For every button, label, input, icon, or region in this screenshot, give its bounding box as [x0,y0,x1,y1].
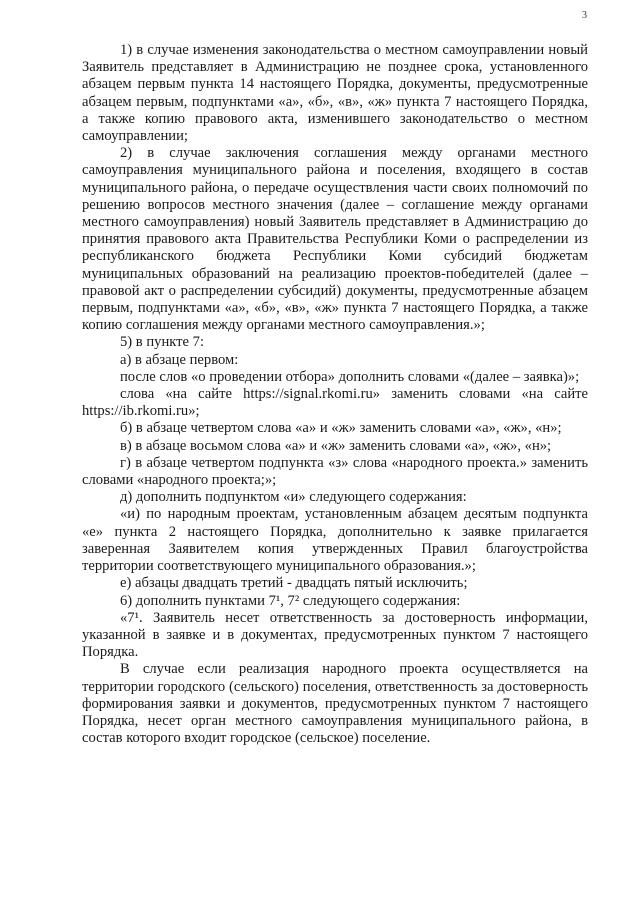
paragraph: г) в абзаце четвертом подпункта «з» слова «народного проекта.» заменить словами «народного проекта;»; [82,454,588,489]
paragraph: 5) в пункте 7: [120,334,205,351]
paragraph: В случае если реализация народного проекта осуществляется на территории городского (сельского) поселения, ответственность за достоверность формирования заявки и документов, предусмотренных пунктом 7 настоящего Порядка, несет орган местного самоуправления муниципального района, в состав которого входит городское (сельское) поселение. [82,661,588,747]
paragraph: слова «на сайте https://signal.rkomi.ru» заменить словами «на сайте https://ib.rkomi.ru»; [82,386,588,420]
paragraph: после слов «о проведении отбора» дополнить словами «(далее – заявка)»; [120,368,580,385]
paragraph: е) абзацы двадцать третий - двадцать пятый исключить; [120,575,468,592]
paragraph: 6) дополнить пунктами 7¹, 7² следующего содержания: [120,592,461,609]
paragraph: 2) в случае заключения соглашения между органами местного самоуправления муниципального района и поселения, входящего в состав муниципального района, о передаче осуществления части своих полномочий по решению вопросов местного значения (далее – соглашение между органами местного самоуправления) новый Заявитель представляет в Администрацию до принятия правового акта Правительства Республики Коми о распределении из республиканского бюджета Республики Коми субсидий бюджетам муниципальных образований на реализацию проектов-победителей (далее – правовой акт о распределении субсидий) документы, предусмотренные абзацем первым, подпунктами «а», «б», «в», «ж» пункта 7 настоящего Порядка, а также копию соглашения между органами местного самоуправления.»; [82,145,588,334]
paragraph: 1) в случае изменения законодательства о местном самоуправлении новый Заявитель представляет в Администрацию не позднее срока, установленного абзацем первым пункта 14 настоящего Порядка, документы, предусмотренные абзацем первым, подпунктами «а», «б», «в», «ж» пункта 7 настоящего Порядка, а также копию правового акта, изменившего законодательство о местном самоуправлении; [82,42,588,145]
paragraph: а) в абзаце первом: [120,351,239,368]
paragraph: «и) по народным проектам, установленным абзацем десятым подпункта «е» пункта 2 настоящего Порядка, дополнительно к заявке прилагается заверенная Заявителем копия утвержденных Правил благоустройства территории соответствующего муниципального образования.»; [82,506,588,575]
page-number: 3 [582,10,587,21]
paragraph: «7¹. Заявитель несет ответственность за достоверность информации, указанной в заявке и в документах, предусмотренных пунктом 7 настоящего Порядка. [82,609,588,661]
paragraph: б) в абзаце четвертом слова «а» и «ж» заменить словами «а», «ж», «н»; [120,420,562,437]
document-body [82,42,588,747]
paragraph: д) дополнить подпунктом «и» следующего содержания: [120,489,467,506]
paragraph: в) в абзаце восьмом слова «а» и «ж» заменить словами «а», «ж», «н»; [120,437,552,454]
